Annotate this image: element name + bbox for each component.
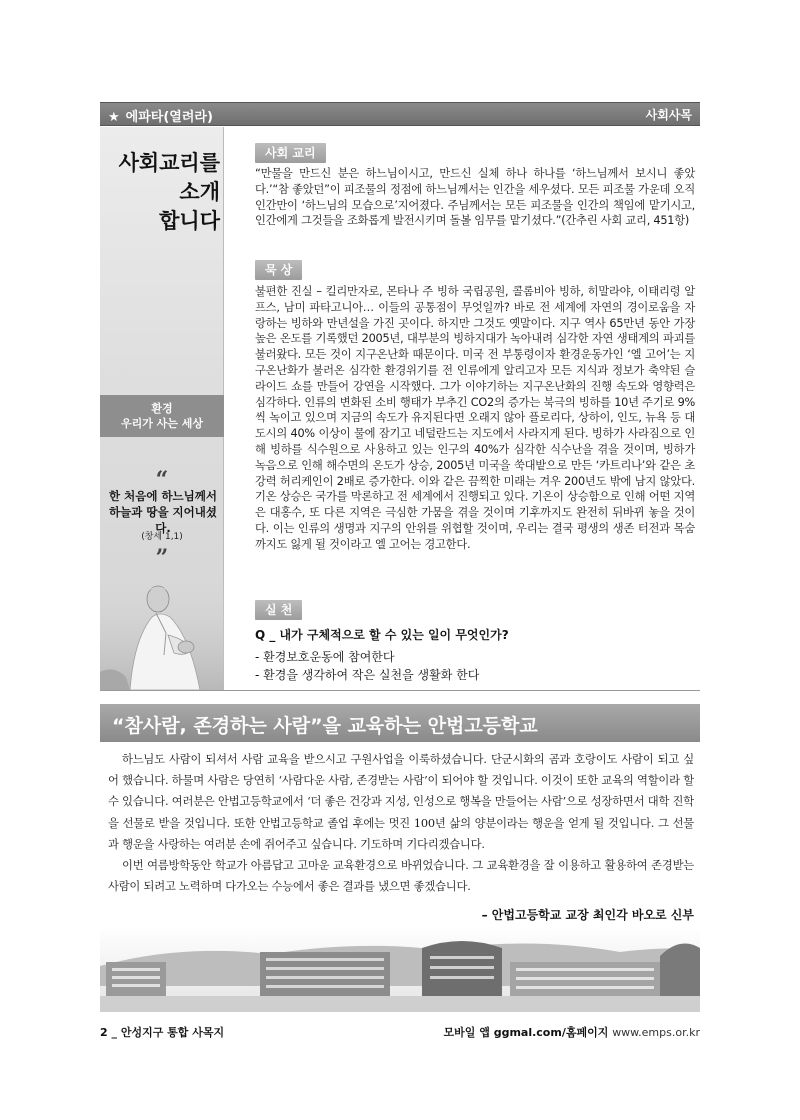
homepage-link[interactable]: www.emps.or.kr (612, 1026, 700, 1039)
practice-label: 실 천 (255, 600, 302, 620)
school-paragraph: 하느님도 사람이 되셔서 사람 교육을 받으시고 구원사업을 이룩하셨습니다. 단군시화의 곰과 호랑이도 사람이 되고 싶어 했습니다. 하물며 사람은 당연히 ‘사람다운 사람, 존경받는 사람’이 되어야 할 것입니다. 이것이 또한 교육의 역할이라 할 수 있습니다. 여러분은 안법고등학교에서 ‘더 좋은 건강과 지성, 인성으로 행복을 만들어는 사람’으로 성장하면서 대학 진학을 선물로 받을 것입니다. 또한 안법고등학교 졸업 후에는 멋진 100년 삶의 양분이라는 행운을 얻게 될 것입니다. 그 선물과 행운을 사랑하는 여러분 손에 쥐어주고 싶습니다. 기도하며 기다리겠습니다. (108, 753, 694, 851)
section-header-band (100, 102, 700, 126)
school-banner-title: “참사람, 존경하는 사람”을 교육하는 안법고등학교 (112, 715, 538, 737)
open-quote-icon: “ (155, 467, 169, 493)
meditation-text: 불편한 진실 – 킬리만자로, 몬타나 주 빙하 국립공원, 콜롬비아 빙하, 히말라야, 이태리령 알프스, 남미 파타고니아… 이들의 공통점이 무엇일까? 바로 전 세계에 자연의 경이로움을 자랑하는 빙하와 만년설을 가진 곳이다. 하지만 그것도 옛말이다. 지구 역사 65만년 동안 가장 높은 온도를 기록했던 2005년, 대부분의 빙하지대가 녹아내려 심각한 자연 생태계의 파괴를 불러왔다. 모든 것이 지구온난화 때문이다. 미국 전 부통령이자 환경운동가인 ‘엘 고어’는 지구온난화가 불러온 심각한 환경위기를 전 인류에게 알리고자 모든 지식과 정보가 축약된 슬라이드 쇼를 만들어 강연을 시작했다. 그가 이야기하는 지구온난화의 진행 속도와 영향력은 심각하다. 인류의 변화된 소비 행태가 부추긴 CO2의 증가는 북극의 빙하를 10년 주기로 9%씩 녹이고 있으며 지금의 속도가 유지된다면 오래지 않아 플로리다, 상하이, 인도, 뉴욕 등 대도시의 40% 이상이 물에 잠기고 네덜란드는 지도에서 사라지게 된다. 빙하가 사라짐으로 인해 빙하를 식수원으로 사용하고 있는 인구의 40%가 심각한 식수난을 겪을 것이며, 빙하가 녹음으로 인해 해수면의 온도가 상승, 2005년 미국을 쑥대밭으로 만든 ‘카트리나’와 같은 초강력 허리케인이 2배로 증가한다. 이와 같은 끔찍한 미래는 겨우 200년도 밖에 남지 않았다. 기온 상승은 국가를 막론하고 전 세계에서 진행되고 있다. 기온이 상승함으로 인해 어떤 지역은 대홍수, 또 다른 지역은 극심한 가뭄을 겪을 것이며 기후까지도 완전히 뒤바뀌 놓을 것이다. 이는 인류의 생명과 지구의 안위를 위협할 것이며, 우리는 결국 평생의 생존 터전과 목숨까지도 잃게 될 것이라고 엘 고어는 경고한다. (255, 285, 695, 551)
sidebar-title-line: 사회교리를 (118, 151, 220, 175)
practice-question: Q _ 내가 구체적으로 할 수 있는 일이 무엇인가? (255, 628, 509, 642)
social-doctrine-label: 사회 교리 (255, 143, 326, 163)
section-title-text: 에파타(열려라) (125, 110, 213, 125)
scripture-quote-line: 한 처음에 하느님께서 (109, 489, 217, 503)
sidebar-topic-line: 환경 (151, 402, 173, 415)
school-signature: – 안법고등학교 교장 최인각 바오로 신부 (481, 908, 694, 922)
sidebar-title-line: 소개 (179, 180, 220, 204)
school-building-photo (100, 926, 700, 1012)
praying-pope-photo (100, 577, 224, 690)
footer-page-info: 2 _ 안성지구 통합 사목지 (100, 1026, 225, 1039)
section-category: 사회사목 (645, 108, 692, 122)
sidebar-title-line: 합니다 (159, 209, 220, 233)
close-quote-icon: ” (155, 545, 169, 571)
social-doctrine-text: “만물을 만드신 분은 하느님이시고, 만드신 실체 하나 하나를 ‘하느님께서 보시니 좋았다.’“참 좋았던”이 피조물의 정점에 하느님께서는 인간을 세우셨다. 모든 피조물 가운데 오직 인간만이 ‘하느님의 모습으로’지어졌다. 주님께서는 모든 피조물을 인간의 책임에 맡기시고, 인간에게 그것들을 조화롭게 발전시키며 돌볼 임무를 맡기셨다.”(간추린 사회 교리, 451항) (255, 167, 695, 228)
footer-links (444, 1024, 700, 1040)
practice-item: - 환경보호운동에 참여한다 (255, 650, 395, 664)
sidebar (100, 127, 224, 690)
school-paragraph: 이번 여름방학동안 학교가 아름답고 고마운 교육환경으로 바뀌었습니다. 그 교육환경을 잘 이용하고 활용하여 존경받는 사람이 되려고 노력하며 다가오는 수능에서 좋은 결과를 냈으면 좋겠습니다. (108, 859, 694, 894)
school-banner (100, 704, 700, 742)
star-icon: ★ (108, 110, 120, 125)
school-message (108, 749, 694, 897)
footer-app-label: 모바일 앱 ggmal.com/홈페이지 (443, 1026, 613, 1039)
scripture-reference: (창세 1,1) (141, 532, 183, 542)
sidebar-topic (100, 395, 224, 437)
scripture-quote-line: 하늘과 땅을 지어내셨다. (109, 505, 217, 535)
sidebar-title (100, 149, 220, 236)
sidebar-topic-line: 우리가 사는 세상 (120, 417, 204, 430)
practice-item: - 환경을 생각하여 작은 실천을 생활화 한다 (255, 668, 480, 682)
section-title (108, 106, 213, 125)
section-divider (100, 690, 700, 691)
meditation-label: 묵 상 (255, 260, 302, 280)
